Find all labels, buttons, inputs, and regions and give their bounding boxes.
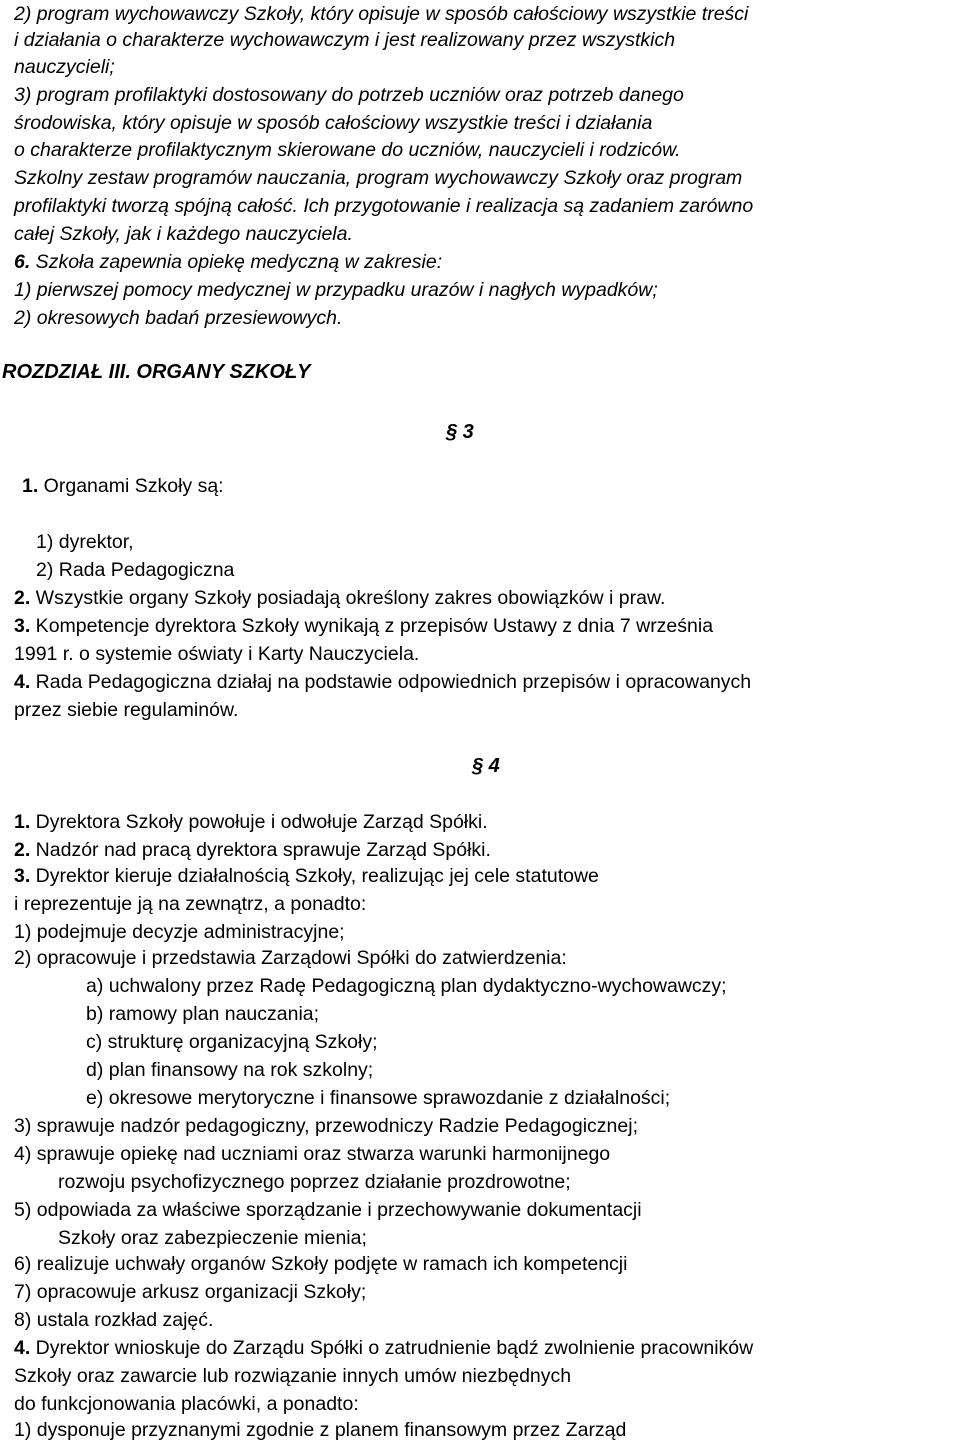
text-line: rozwoju psychofizycznego poprzez działanie prozdrowotne; — [58, 1171, 571, 1193]
section4-point-3 — [14, 862, 599, 890]
text-line: Szkoły oraz zawarcie lub rozwiązanie innych umów niezbędnych — [14, 1365, 572, 1387]
text-line: 2) okresowych badań przesiewowych. — [14, 307, 343, 329]
paragraph-6 — [14, 248, 442, 276]
point-text: Dyrektora Szkoły powołuje i odwołuje Zarząd Spółki. — [30, 811, 488, 833]
organ-item: 1) dyrektor, — [36, 531, 134, 553]
section3-point-1 — [22, 472, 224, 500]
text-line: o charakterze profilaktycznym skierowane do uczniów, nauczycieli i rodziców. — [14, 139, 681, 161]
text-line: c) strukturę organizacyjną Szkoły; — [86, 1031, 378, 1053]
point-number: 4. — [14, 671, 31, 693]
chapter-heading: ROZDZIAŁ III. ORGANY SZKOŁY — [2, 361, 311, 383]
text-line: 2) program wychowawczy Szkoły, który opisuje w sposób całościowy wszystkie treści — [14, 3, 749, 25]
point-text: Nadzór nad pracą dyrektora sprawuje Zarząd Spółki. — [30, 839, 491, 861]
point-number: 1. — [22, 475, 39, 497]
text-line: 7) opracowuje arkusz organizacji Szkoły; — [14, 1281, 367, 1303]
text-line: przez siebie regulaminów. — [14, 699, 239, 721]
text-line: nauczycieli; — [14, 56, 115, 78]
section4-point-1 — [14, 808, 488, 836]
text-line: środowiska, który opisuje w sposób całościowy wszystkie treści i działania — [14, 112, 653, 134]
section-mark-4: § 4 — [472, 755, 500, 777]
point-number: 3. — [14, 615, 31, 637]
text-line: do funkcjonowania placówki, a ponadto: — [14, 1393, 359, 1415]
text-line: 8) ustala rozkład zajęć. — [14, 1309, 214, 1331]
text-line: Szkoły oraz zabezpieczenie mienia; — [58, 1227, 367, 1249]
point-number: 3. — [14, 865, 31, 887]
section-mark-3: § 3 — [446, 421, 474, 443]
point-text: Kompetencje dyrektora Szkoły wynikają z przepisów Ustawy z dnia 7 września — [30, 615, 714, 637]
point-number: 4. — [14, 1337, 31, 1359]
text-line: 3) program profilaktyki dostosowany do potrzeb uczniów oraz potrzeb danego — [14, 84, 684, 106]
text-line: 1) dysponuje przyznanymi zgodnie z planem finansowym przez Zarząd — [14, 1419, 627, 1441]
point-text: Organami Szkoły są: — [38, 475, 224, 497]
point-text: Dyrektor wnioskuje do Zarządu Spółki o zatrudnienie bądź zwolnienie pracowników — [30, 1337, 754, 1359]
text-line: b) ramowy plan nauczania; — [86, 1003, 320, 1025]
point-number: 2. — [14, 587, 31, 609]
text-line: profilaktyki tworzą spójną całość. Ich przygotowanie i realizacja są zadaniem zarówno — [14, 195, 754, 217]
text-line: 6) realizuje uchwały organów Szkoły podjęte w ramach ich kompetencji — [14, 1253, 628, 1275]
text-line: 1) pierwszej pomocy medycznej w przypadku urazów i nagłych wypadków; — [14, 279, 658, 301]
paragraph-text: Szkoła zapewnia opiekę medyczną w zakresie: — [30, 251, 443, 273]
text-line: 2) opracowuje i przedstawia Zarządowi Spółki do zatwierdzenia: — [14, 947, 567, 969]
text-line: 1991 r. o systemie oświaty i Karty Nauczyciela. — [14, 643, 420, 665]
text-line: d) plan finansowy na rok szkolny; — [86, 1059, 374, 1081]
section4-point-4 — [14, 1334, 753, 1362]
point-text: Dyrektor kieruje działalnością Szkoły, realizując jej cele statutowe — [30, 865, 599, 887]
text-line: a) uchwalony przez Radę Pedagogiczną plan dydaktyczno-wychowawczy; — [86, 975, 727, 997]
text-line: Szkolny zestaw programów nauczania, program wychowawczy Szkoły oraz program — [14, 167, 743, 189]
organ-item: 2) Rada Pedagogiczna — [36, 559, 235, 581]
text-line: 1) podejmuje decyzje administracyjne; — [14, 921, 345, 943]
text-line: e) okresowe merytoryczne i finansowe sprawozdanie z działalności; — [86, 1087, 671, 1109]
section4-point-2 — [14, 836, 491, 864]
section3-point-2 — [14, 584, 665, 612]
text-line: 3) sprawuje nadzór pedagogiczny, przewodniczy Radzie Pedagogicznej; — [14, 1115, 638, 1137]
section3-point-4 — [14, 668, 751, 696]
text-line: 5) odpowiada za właściwe sporządzanie i przechowywanie dokumentacji — [14, 1199, 642, 1221]
paragraph-number: 6. — [14, 251, 31, 273]
point-text: Rada Pedagogiczna działaj na podstawie odpowiednich przepisów i opracowanych — [30, 671, 752, 693]
point-text: Wszystkie organy Szkoły posiadają określony zakres obowiązków i praw. — [30, 587, 666, 609]
text-line: 4) sprawuje opiekę nad uczniami oraz stwarza warunki harmonijnego — [14, 1143, 611, 1165]
point-number: 2. — [14, 839, 31, 861]
section3-point-3 — [14, 612, 713, 640]
point-number: 1. — [14, 811, 31, 833]
text-line: i reprezentuje ją na zewnątrz, a ponadto: — [14, 893, 367, 915]
text-line: i działania o charakterze wychowawczym i jest realizowany przez wszystkich — [14, 29, 676, 51]
text-line: całej Szkoły, jak i każdego nauczyciela. — [14, 223, 353, 245]
